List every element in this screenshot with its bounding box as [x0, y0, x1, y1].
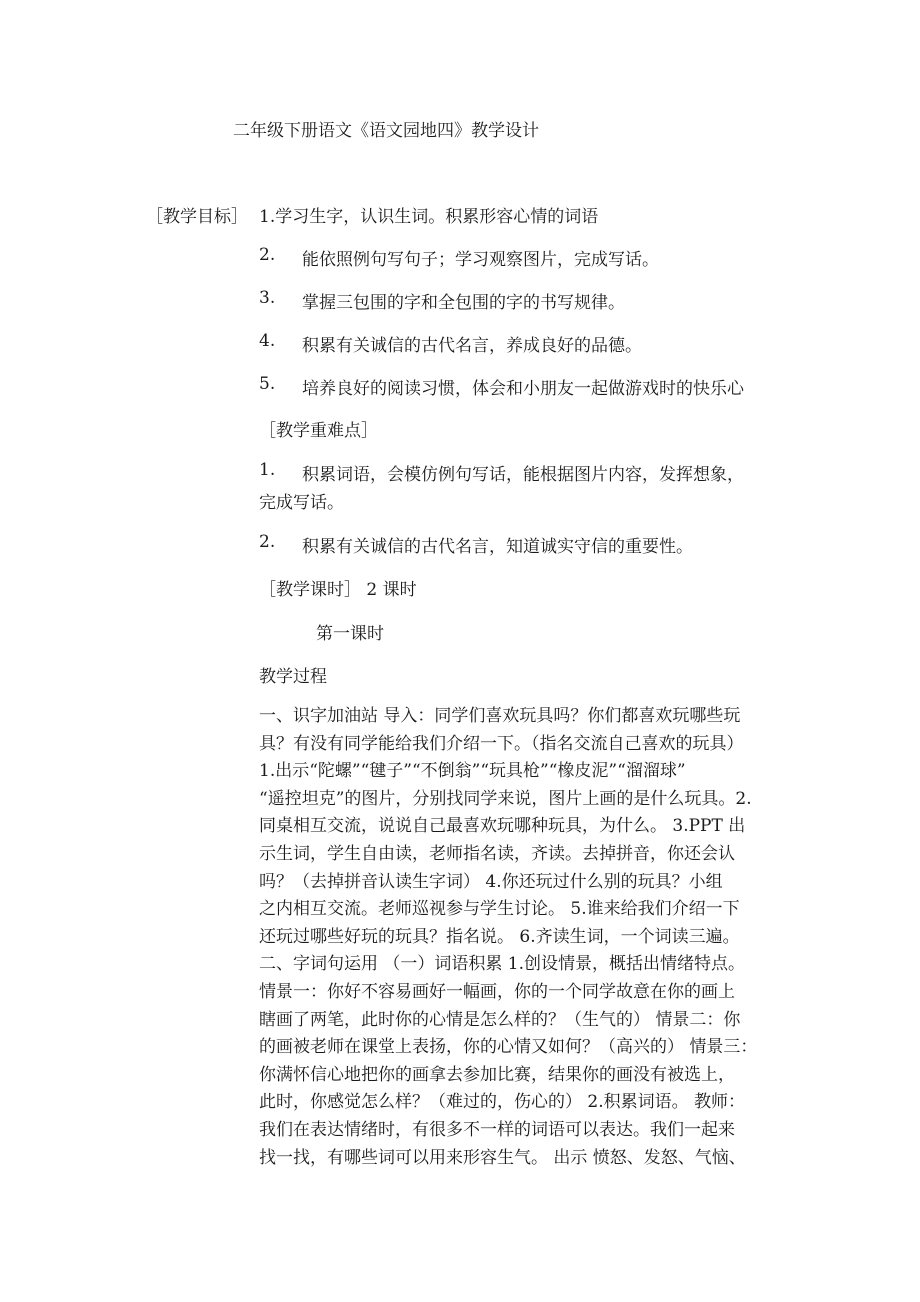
objective-item-3-text: 掌握三包围的字和全包围的字的书写规律。: [302, 293, 625, 313]
body-line: 情景一：你好不容易画好一幅画，你的一个同学故意在你的画上: [259, 981, 735, 1002]
difficulty-item-1-text: 积累词语，会模仿例句写话，能根据图片内容，发挥想象，: [302, 465, 744, 485]
body-line: 具？有没有同学能给我们介绍一下。（指名交流自己喜欢的玩具）: [259, 733, 744, 754]
objective-item-1: 1.学习生字，认识生词。积累形容心情的词语: [259, 207, 599, 227]
objective-item-5-text: 培养良好的阅读习惯，体会和小朋友一起做游戏时的快乐心: [302, 379, 744, 399]
body-line: 吗？（去掉拼音认读生字词） 4.你还玩过什么别的玩具？小组: [259, 871, 723, 892]
difficulty-item-1-continuation: 完成写话。: [259, 493, 344, 513]
body-line: 此时，你感觉怎么样？（难过的，伤心的） 2.积累词语。 教师：: [259, 1092, 746, 1113]
body-line: 一、识字加油站 导入：同学们喜欢玩具吗？你们都喜欢玩哪些玩: [259, 706, 741, 726]
objective-item-4-number: 4.: [259, 331, 276, 351]
process-heading: 教学过程: [259, 667, 327, 687]
body-line: 同桌相互交流，说说自己最喜欢玩哪种玩具，为什么。 3.PPT 出: [259, 816, 746, 837]
objectives-label: ［教学目标］: [146, 207, 248, 227]
difficulty-item-2-text: 积累有关诚信的古代名言，知道诚实守信的重要性。: [302, 537, 693, 557]
objective-item-4-text: 积累有关诚信的古代名言，养成良好的品德。: [302, 336, 642, 356]
difficulty-item-2-number: 2.: [259, 532, 276, 552]
difficulty-item-1-number: 1.: [259, 460, 276, 480]
difficulties-label: ［教学重难点］: [259, 421, 378, 441]
objective-item-2-text: 能依照例句写句子；学习观察图片，完成写话。: [302, 250, 659, 270]
teaching-periods: ［教学课时］ 2 课时: [259, 580, 417, 600]
body-line: 你满怀信心地把你的画拿去参加比赛，结果你的画没有被选上，: [259, 1064, 735, 1085]
objective-item-2-number: 2.: [259, 245, 276, 265]
objective-item-3-number: 3.: [259, 288, 276, 308]
lesson-heading: 第一课时: [316, 624, 384, 644]
body-line: 我们在表达情绪时，有很多不一样的词语可以表达。我们一起来: [259, 1119, 735, 1140]
body-line: 之内相互交流。老师巡视参与学生讨论。 5.谁来给我们介绍一下: [259, 899, 740, 920]
body-line: 还玩过哪些好玩的玩具？指名说。 6.齐读生词，一个词读三遍。: [259, 926, 740, 947]
body-line: 找一找，有哪些词可以用来形容生气。 出示 愤怒、发怒、气恼、: [259, 1147, 746, 1168]
body-line: 1.出示“陀螺”“毽子”“不倒翁”“玩具枪”“橡皮泥”“溜溜球”: [259, 761, 686, 782]
body-line: 瞎画了两笔，此时你的心情是怎么样的？（生气的） 情景二：你: [259, 1009, 741, 1030]
body-line: “遥控坦克”的图片，分别找同学来说，图片上画的是什么玩具。2.: [259, 788, 752, 809]
document-title: 二年级下册语文《语文园地四》教学设计: [233, 121, 539, 141]
objective-item-5-number: 5.: [259, 374, 276, 394]
body-paragraph: [259, 703, 796, 1172]
body-line: 示生词，学生自由读，老师指名读，齐读。去掉拼音，你还会认: [259, 843, 735, 864]
body-line: 的画被老师在课堂上表扬，你的心情又如何？（高兴的） 情景三：: [259, 1037, 758, 1058]
body-line: 二、字词句运用 （一）词语积累 1.创设情景，概括出情绪特点。: [259, 954, 746, 975]
